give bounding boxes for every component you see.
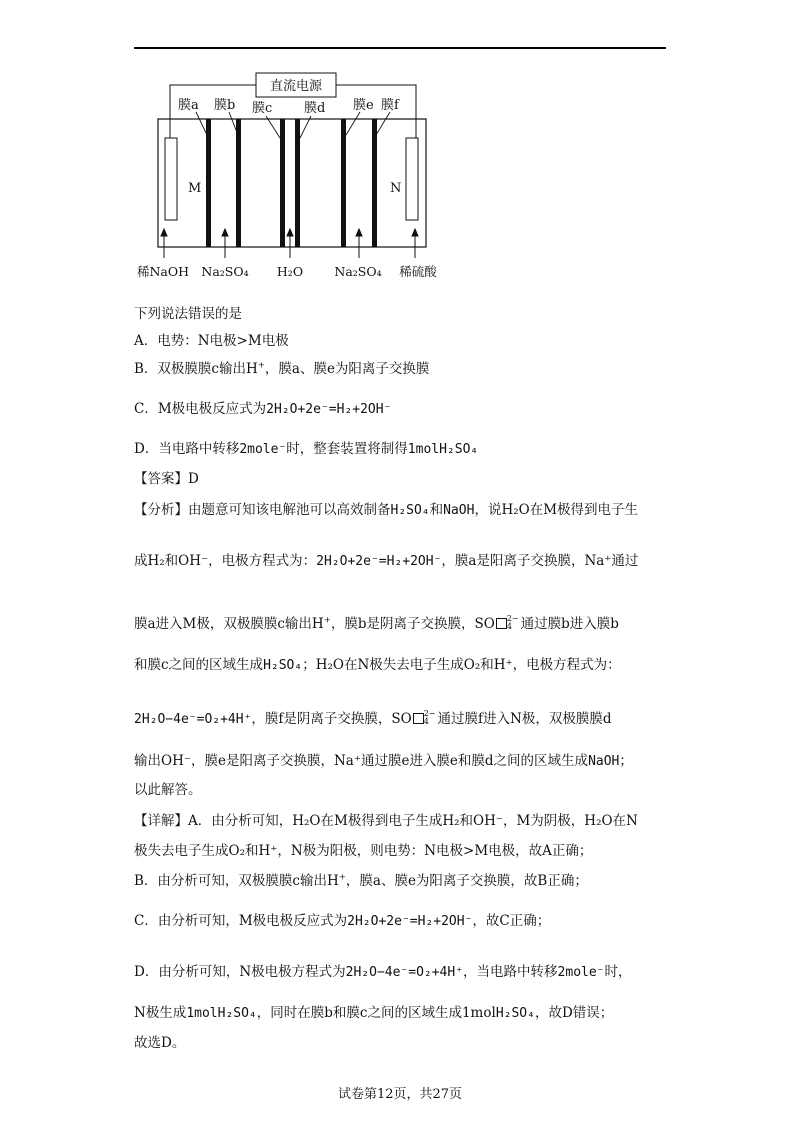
answer: 【答案】D (134, 471, 199, 487)
option-b: B．双极膜膜c输出H+，膜a、膜e为阳离子交换膜 (134, 360, 430, 377)
power-source-label: 直流电源 (269, 79, 323, 94)
membrane-a-label: 膜a (178, 98, 199, 113)
option-a: A．电势：N电极>M电极 (134, 333, 289, 349)
membrane-c (280, 119, 285, 247)
inlet-h2o: H₂O (276, 264, 304, 279)
analysis-line-5: 2H₂O−4e⁻=O₂+4H⁺，膜f是阴离子交换膜，SO 2− 4 通过膜f进入N极，双极膜膜d (134, 708, 612, 727)
electrode-n-label: N (390, 181, 402, 196)
membrane-e (341, 119, 346, 247)
question-stem: 下列说法错误的是 (134, 306, 242, 322)
page-footer: 试卷第12页，共27页 (337, 1087, 463, 1102)
missing-glyph-box (496, 618, 507, 629)
analysis-line-3: 膜a进入M极，双极膜膜c输出H+，膜b是阴离子交换膜，SO 2− 4 通过膜b进入膜b (134, 613, 619, 632)
membrane-f-label: 膜f (381, 98, 399, 113)
inlet-h2so4: 稀硫酸 (399, 264, 437, 279)
detail-line-1: 【详解】A．由分析可知，H₂O在M极得到电子生成H₂和OH⁻，M为阴极，H₂O在N (134, 813, 638, 829)
electrode-n (406, 138, 418, 220)
inlet-na2so4-right: Na₂SO₄ (334, 264, 382, 279)
missing-glyph-box (413, 713, 424, 724)
membrane-b-label: 膜b (214, 98, 236, 113)
electrode-m (165, 138, 177, 220)
top-rule (134, 47, 666, 49)
analysis-line-7: 以此解答。 (134, 782, 202, 798)
electrolysis-diagram (120, 62, 480, 292)
detail-line-7: 故选D。 (134, 1035, 186, 1051)
analysis-line-6: 输出OH⁻，膜e是阳离子交换膜，Na⁺通过膜e进入膜e和膜d之间的区域生成NaOH； (134, 753, 633, 769)
detail-line-5: D．由分析可知，N极电极方程式为2H₂O−4e⁻=O₂+4H⁺，当电路中转移2mole⁻时， (134, 964, 632, 980)
option-d: D．当电路中转移2mole⁻时，整套装置将制得1molH₂SO₄ (134, 441, 479, 457)
membrane-b (236, 119, 241, 247)
detail-line-4: C．由分析可知，M极电极反应式为2H₂O+2e⁻=H₂+2OH⁻，故C正确； (134, 913, 551, 929)
detail-line-2: 极失去电子生成O₂和H⁺，N极为阳极，则电势：N电极>M电极，故A正确； (134, 843, 593, 859)
analysis-line-1: 【分析】由题意可知该电解池可以高效制备H₂SO₄和NaOH，说H₂O在M极得到电子生 (134, 502, 639, 518)
membrane-d-label: 膜d (304, 101, 326, 116)
membrane-e-label: 膜e (353, 98, 374, 113)
inlet-naoh: 稀NaOH (136, 264, 190, 279)
option-c: C．M极电极反应式为2H₂O+2e⁻=H₂+2OH⁻ (134, 401, 392, 417)
membrane-a (206, 119, 211, 247)
inlet-na2so4-left: Na₂SO₄ (201, 264, 249, 279)
electrode-m-label: M (188, 181, 202, 196)
detail-line-6: N极生成1molH₂SO₄，同时在膜b和膜c之间的区域生成1molH₂SO₄，故D错误； (134, 1005, 614, 1021)
membrane-d (295, 119, 300, 247)
analysis-line-4: 和膜c之间的区域生成H₂SO₄；H₂O在N极失去电子生成O₂和H⁺，电极方程式为： (134, 657, 621, 673)
analysis-line-2: 成H₂和OH⁻，电极方程式为：2H₂O+2e⁻=H₂+2OH⁻，膜a是阳离子交换膜，Na⁺通过 (134, 553, 639, 569)
membrane-c-label: 膜c (252, 101, 273, 116)
detail-line-3: B．由分析可知，双极膜膜c输出H+，膜a、膜e为阳离子交换膜，故B正确； (134, 872, 588, 889)
membrane-f (372, 119, 377, 247)
